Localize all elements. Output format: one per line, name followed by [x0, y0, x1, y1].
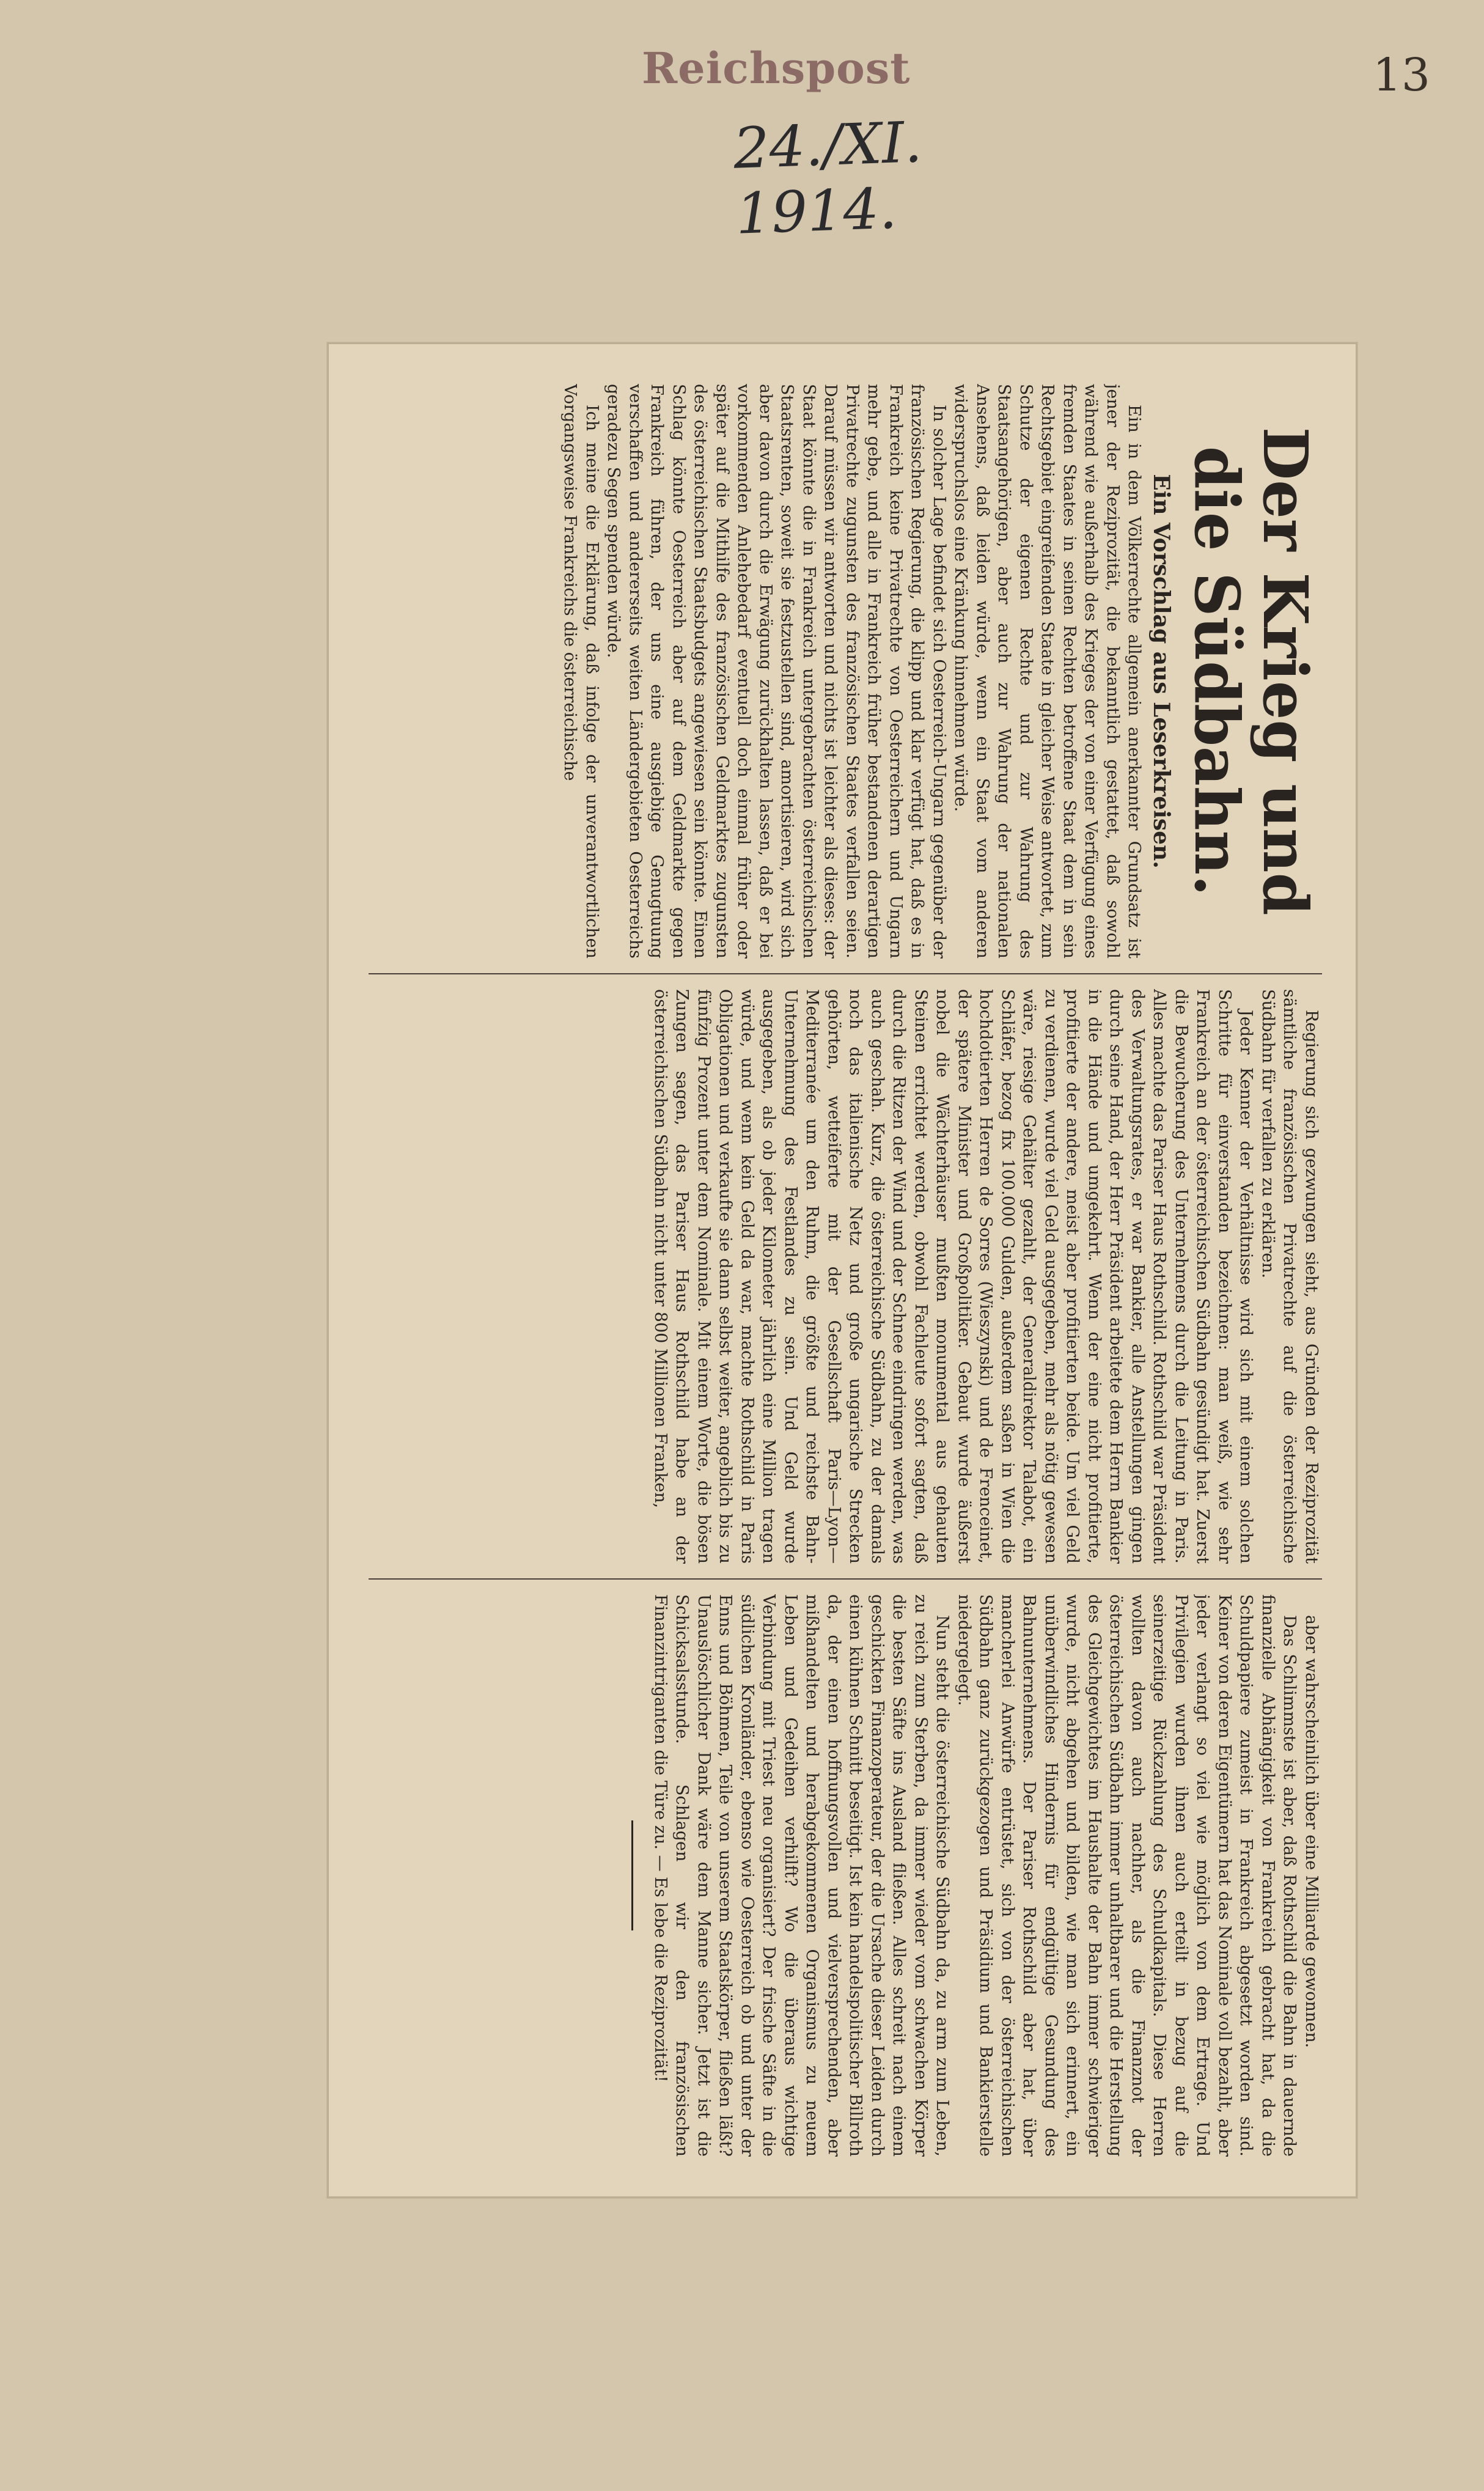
article-column-3	[362, 1594, 1322, 2157]
end-rule	[632, 1820, 634, 1930]
column-rule	[369, 973, 1322, 974]
paragraph: Ich meine die Erklärung, daß infolge der unverantwortlichen Vorgangsweise Frankreichs die österreichische	[560, 384, 601, 959]
paragraph: Nun steht die österreichische Südbahn da, zu arm zum Leben, zu reich zum Sterben, da immer wieder vom schwachen Körper die besten Säfte ins Ausland fließen. Alles schreit nach einem geschickten Finanzoperateur, der die Ursache dieser Leiden durch einen kühnen Schnitt beseitigt. Ist kein handelspolitischer Billroth da, der einen hoffnungsvollen und vielversprechenden, aber mißhandelten und herabgekommenen Organismus zu neuem Leben und Gedeihen verhilft? Wo die überaus wichtige Verbindung mit Triest neu organisiert? Der frische Säfte in die südlichen Kronländer, ebenso wie Oesterreich ob und unter der Enns und Böhmen, Teile von unserem Staatskörper, fließen läßt? Unauslöschlicher Dank wäre dem Manne sicher. Jetzt ist die Schicksalsstunde. Schlagen wir den französischen Finanzintriganten die Türe zu. — Es lebe die Reziprozität!	[651, 1594, 952, 2157]
paragraph: Ein in dem Völkerrechte allgemein anerkannter Grundsatz ist jener der Reziprozität, die bekanntlich gestattet, daß sowohl während wie außerhalb des Krieges der von einer Verfügung eines fremden Staates in seinen Rechten betroffene Staat dem in sein Rechtsgebiet eingreifenden Staate in gleicher Weise antwortet, zum Schutze der eigenen Rechte und zur Wahrung des Staatsangehörigen, aber auch zur Wahrung der nationalen Ansehens, daß leiden würde, wenn ein Staat vom anderen widerspruchslos eine Kränkung hinnehmen würde.	[951, 384, 1144, 959]
paragraph: Das Schlimmste ist aber, daß Rothschild die Bahn in dauernde finanzielle Abhängigkeit von Frankreich gebracht hat, da die Schuldpapiere zumeist in Frankreich abgesetzt worden sind. Keiner von deren Eigentümern hat das Nominale voll bezahlt, aber jeder verlangt so viel wie möglich von dem Ertrage. Und Privilegien wurden ihnen auch erteilt in bezug auf die seinerzeitige Rückzahlung des Schuldkapitals. Diese Herren wollten davon auch nachher, als die Finanznot der österreichischen Südbahn immer unhaltbarer und die Herstellung des Gleichgewichtes im Haushalte der Bahn immer schwieriger wurde, nicht abgehen und bilden, wie man sich erinnert, ein unüberwindliches Hindernis für endgültige Gesundung des Bahnunternehmens. Der Pariser Rothschild aber hat, über mancherlei Anwürfe entrüstet, sich von der österreichischen Südbahn ganz zurückgezogen und Präsidium und Bankierstelle niedergelegt.	[955, 1594, 1299, 2157]
rotated-article	[344, 359, 1340, 2181]
article-column-2	[362, 989, 1322, 1564]
paragraph: Regierung sich gezwungen sieht, aus Gründen der Reziprozität sämtliche französischen Privatrechte auf die österreichische Südbahn für verfallen zu erklären.	[1258, 989, 1321, 1564]
newspaper-clipping	[327, 342, 1357, 2198]
newspaper-title-stamp: Reichspost	[642, 43, 911, 94]
column-rule	[369, 1578, 1322, 1580]
article-subhead: Ein Vorschlag aus Leserkreisen.	[1148, 474, 1174, 869]
page-number: 13	[1372, 49, 1430, 101]
article-column-1	[362, 384, 1322, 959]
handwritten-date: 24./XI. 1914.	[732, 109, 924, 247]
article-headline: Der Krieg und die Südbahn.	[1181, 427, 1321, 916]
paragraph: aber wahrscheinlich über eine Milliarde gewonnen.	[1302, 1615, 1321, 2048]
paragraph: Jeder Kenner der Verhältnisse wird sich mit einem solchen Schritte für einverstanden bezeichnen: man weiß, wie sehr Frankreich an der österreichischen Südbahn gesündigt hat. Zuerst die Bewucherung des Unternehmens durch die Leitung in Paris. Alles machte das Pariser Haus Rothschild. Rothschild war Präsident des Verwaltungsrates, er war Bankier, alle Anstellungen gingen durch seine Hand, der Herr Präsident arbeitete dem Herrn Bankier in die Hände und umgekehrt. Wenn der eine nicht profitierte, profitierte der andere, meist aber profitierten beide. Um viel Geld zu verdienen, wurde viel Geld ausgegeben, mehr als nötig gewesen wäre, riesige Gehälter gezahlt, der Generaldirektor Talabot, ein Schläfer, bezog fix 100.000 Gulden, außerdem saßen in Wien die hochdotierten Herren de Sorres (Wieszynski) und de Frenceinet, der spätere Minister und Großpolitiker. Gebaut wurde äußerst nobel die Wächterhäuser mußten monumental aus gehauten Steinen errichtet werden, obwohl Fachleute sofort sagten, daß durch die Ritzen der Wind und der Schnee eindringen werden, was auch geschah. Kurz, die österreichische Südbahn, zu der damals noch das italienische Netz und große ungarische Strecken gehörten, wetteiferte mit der Gesellschaft Paris—Lyon—Mediterranée um den Ruhm, die größte und reichste Bahn-Unternehmung des Festlandes zu sein. Und Geld wurde ausgegeben, als ob jeder Kilometer jährlich eine Million tragen würde, und wenn kein Geld da war, machte Rothschild in Paris Obligationen und verkaufte sie dann selbst weiter, angeblich bis zu fünfzig Prozent unter dem Nominale. Mit einem Worte, die bösen Zungen sagen, das Pariser Haus Rothschild habe an der österreichischen Südbahn nicht unter 800 Millionen Franken,	[651, 989, 1256, 1564]
paragraph: In solcher Lage befindet sich Oesterreich-Ungarn gegenüber der französischen Regierung, die klipp und klar verfügt hat, daß es in Frankreich keine Privatrechte von Oesterreichern und Ungarn mehr gebe, und alle in Frankreich früher bestandenen derartigen Privatrechte zugunsten des französischen Staates verfallen seien. Darauf müssen wir antworten und nichts ist leichter als dieses: der Staat könnte die in Frankreich untergebrachten österreichischen Staatsrenten, soweit sie festzustellen sind, amortisieren, wird sich aber davon durch die Erwägung zurückhalten lassen, daß er bei vorkommenden Anlehebedarf eventuell doch einmal früher oder später auf die Mithilfe des französischen Geldmarktes zugunsten des österreichischen Staatsbudgets angewiesen sein könnte. Einen Schlag könnte Oesterreich aber auf dem Geldmarkte gegen Frankreich führen, der uns eine ausgiebige Genugtuung verschaffen und andererseits weiten Ländergebieten Oesterreichs geradezu Segen spenden würde.	[604, 384, 949, 959]
